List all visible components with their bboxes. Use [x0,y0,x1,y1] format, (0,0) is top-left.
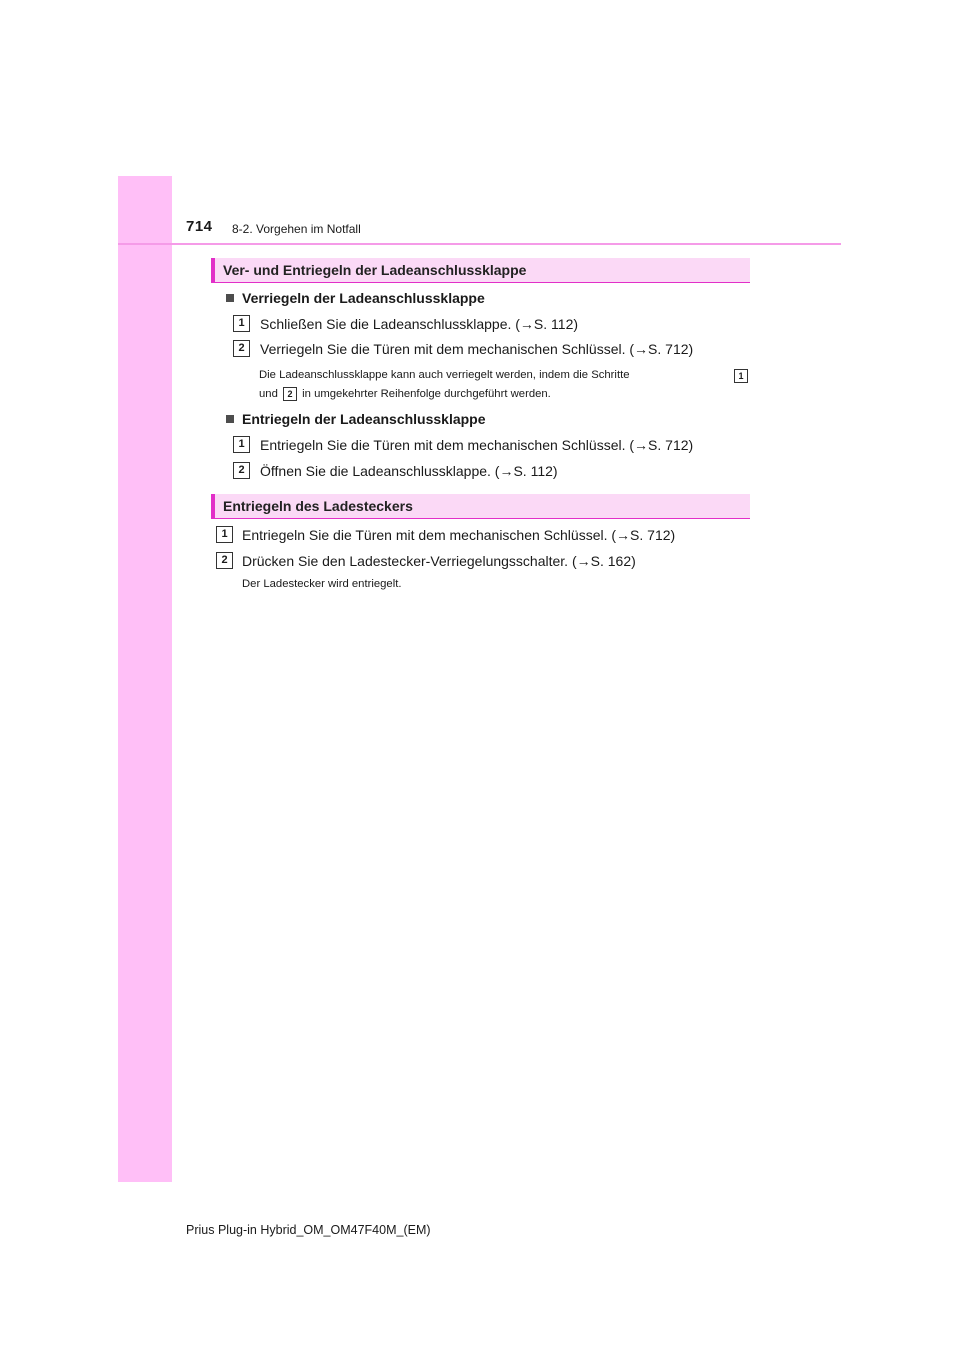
square-bullet-icon [226,294,234,302]
connector-note: Der Ladestecker wird entriegelt. [242,578,402,590]
header-divider [118,243,841,245]
note-text: und [259,388,278,400]
step-text: Entriegeln Sie die Türen mit dem mechanischen Schlüssel. (→S. 712) [242,527,676,543]
step-number-badge: 1 [216,526,233,543]
lock-note [259,366,750,404]
note-text: in umgekehrter Reihenfolge durchgeführt werden. [302,388,551,400]
step-text: Öffnen Sie die Ladeanschlussklappe. (→S. 112) [260,463,558,479]
step-number-badge: 1 [233,315,250,332]
note-text: Die Ladeanschlussklappe kann auch verriegelt werden, indem die Schritte [259,369,630,381]
step-number-badge: 2 [216,552,233,569]
step-text: Verriegeln Sie die Türen mit dem mechanischen Schlüssel. (→S. 712) [260,341,694,357]
subheading-unlock-lid [226,411,486,427]
inline-step-badge: 2 [283,387,297,401]
subheading-text: Entriegeln der Ladeanschlussklappe [242,411,486,427]
step-number-badge: 2 [233,340,250,357]
section-title: Ver- und Entriegeln der Ladeanschlussklappe [223,262,527,278]
section-heading-charge-port-lid [211,258,750,283]
section-reference: 8-2. Vorgehen im Notfall [232,222,361,236]
note-line [259,385,750,404]
step-text: Entriegeln Sie die Türen mit dem mechanischen Schlüssel. (→S. 712) [260,437,694,453]
section-title: Entriegeln des Ladesteckers [223,498,413,514]
step-number-badge: 1 [233,436,250,453]
section-heading-charging-connector [211,494,750,519]
square-bullet-icon [226,415,234,423]
subheading-lock-lid [226,290,485,306]
step-number-badge: 2 [233,462,250,479]
inline-step-badge: 1 [734,369,748,383]
page-number: 714 [186,218,213,235]
subheading-text: Verriegeln der Ladeanschlussklappe [242,290,485,306]
footer-document-id: Prius Plug-in Hybrid_OM_OM47F40M_(EM) [186,1223,431,1237]
step-text: Schließen Sie die Ladeanschlussklappe. (→S. 112) [260,316,579,332]
note-line [259,366,750,385]
side-tab-strip [118,176,172,1182]
step-text: Drücken Sie den Ladestecker-Verriegelungsschalter. (→S. 162) [242,553,636,569]
